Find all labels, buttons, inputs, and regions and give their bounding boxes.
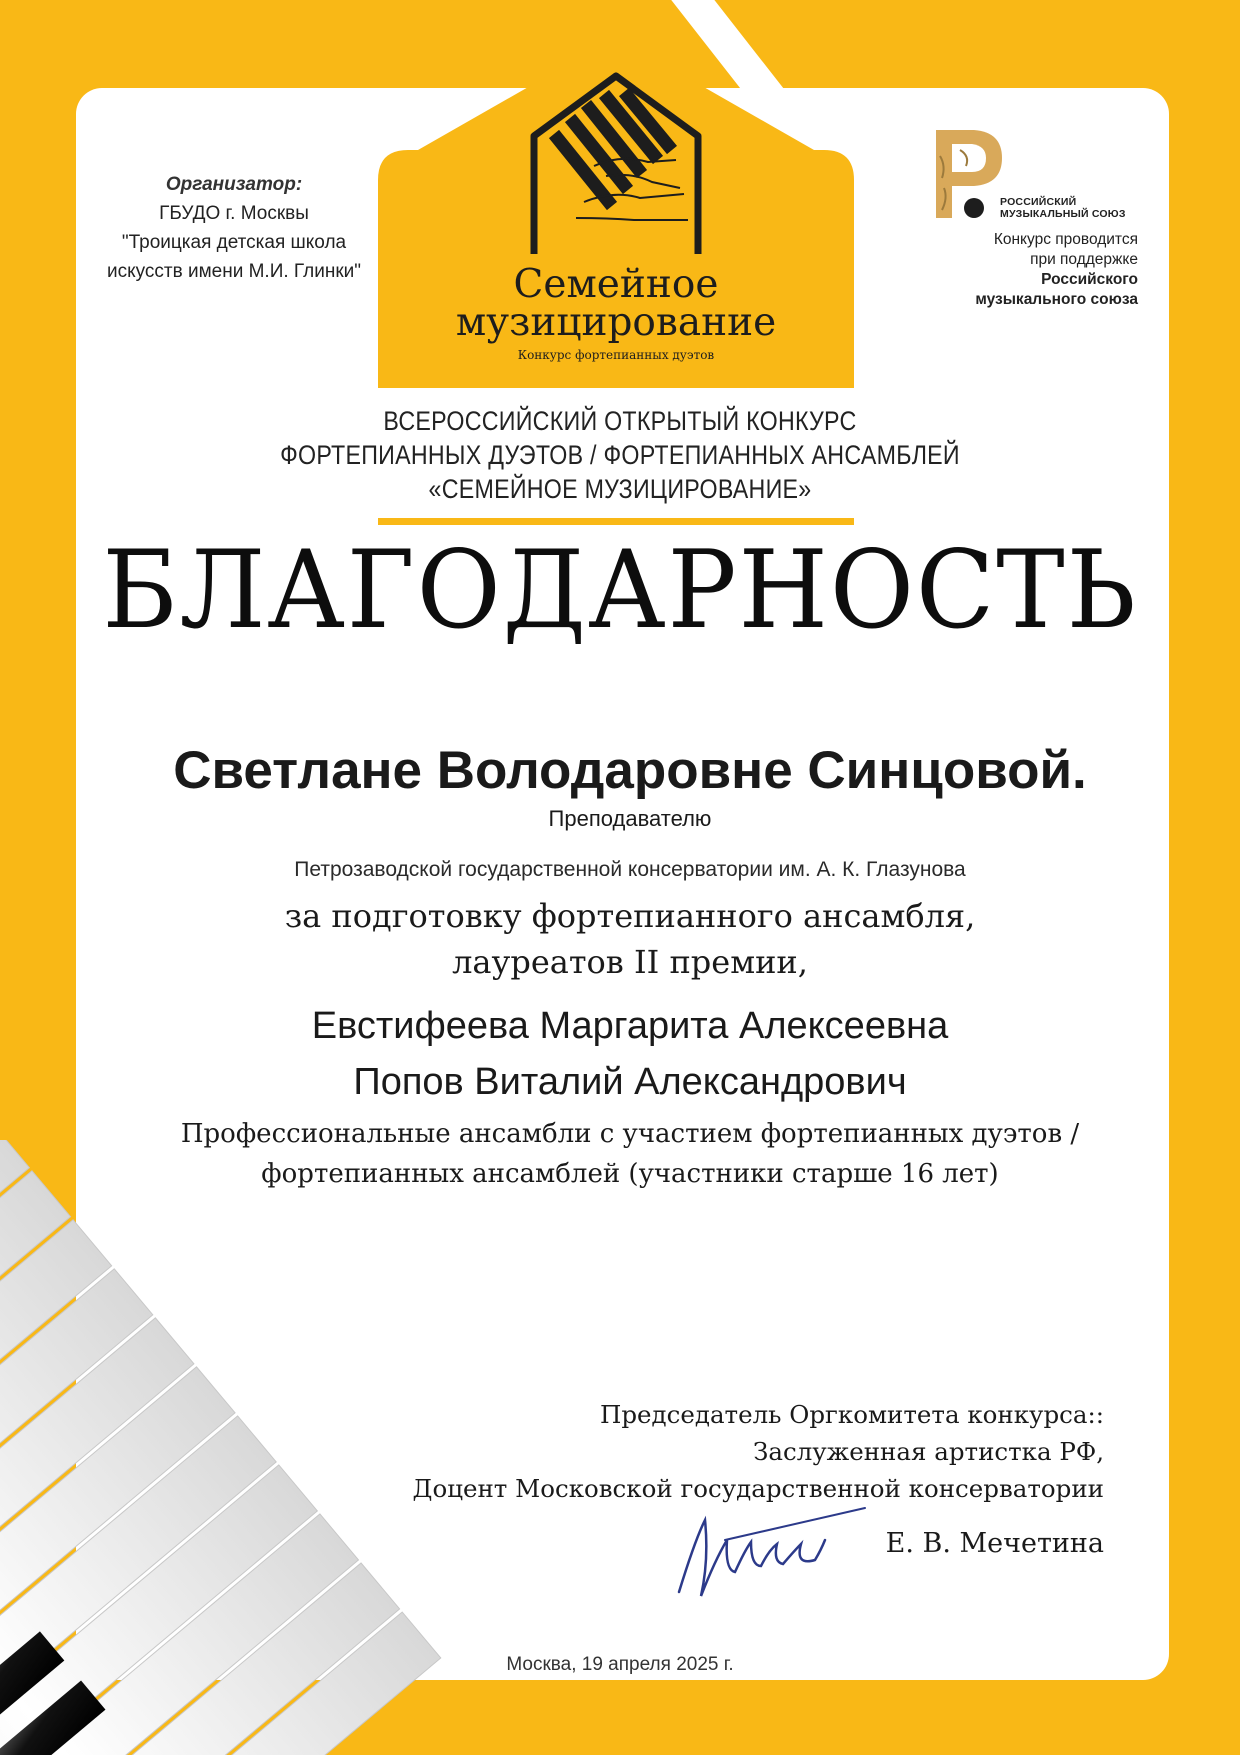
sponsor-line4: музыкального союза	[975, 291, 1138, 308]
chair-name: Е. В. Мечетина	[885, 1528, 1104, 1559]
category-line2: фортепианных ансамблей (участники старше 16 лет)	[261, 1159, 999, 1189]
logo-title-line1: Семейное	[513, 262, 719, 307]
laureate-name-1: Евстифеева Маргарита Алексеевна	[311, 1005, 949, 1047]
handwritten-signature	[665, 1500, 875, 1610]
sponsor-line3: Российского	[1041, 271, 1138, 288]
organizer-line2: "Троицкая детская школа	[121, 232, 347, 253]
award-reason	[140, 893, 1120, 985]
recipient-institution: Петрозаводской государственной консерватории им. А. К. Глазунова	[294, 858, 966, 881]
chair-line2: Заслуженная артистка РФ,	[753, 1437, 1104, 1466]
contest-line2: ФОРТЕПИАННЫХ ДУЭТОВ / ФОРТЕПИАННЫХ АНСАМБЛЕЙ	[280, 440, 960, 470]
award-reason-line2: лауреатов II премии,	[452, 943, 808, 981]
logo-title-line2: музицирование	[455, 300, 777, 345]
sponsor-logo-text: РОССИЙСКИЙ МУЗЫКАЛЬНЫЙ СОЮЗ	[1000, 196, 1126, 220]
organizer-label: Организатор:	[165, 174, 303, 195]
sponsor-block	[900, 230, 1138, 310]
contest-line1: ВСЕРОССИЙСКИЙ ОТКРЫТЫЙ КОНКУРС	[383, 406, 857, 436]
laureate-name-2: Попов Виталий Александрович	[353, 1061, 907, 1103]
russian-music-union-logo-icon	[930, 126, 1006, 222]
logo-subtitle: Конкурс фортепианных дуэтов	[517, 348, 715, 362]
recipient-name: Светлане Володаровне Синцовой.	[173, 741, 1087, 800]
logo-title	[378, 262, 854, 345]
piano-hands-logo-icon	[524, 70, 708, 256]
piano-keys-illustration	[0, 1140, 560, 1755]
organizer-line1: ГБУДО г. Москвы	[159, 203, 309, 224]
contest-title	[207, 404, 1033, 506]
certificate-heading: БЛАГОДАРНОСТЬ	[102, 528, 1138, 653]
place-and-date: Москва, 19 апреля 2025 г.	[506, 1654, 734, 1675]
organizer-line3: искусств имени М.И. Глинки"	[106, 261, 362, 282]
accent-divider	[378, 518, 854, 525]
contest-line3: «СЕМЕЙНОЕ МУЗИЦИРОВАНИЕ»	[428, 474, 812, 504]
chair-line3: Доцент Московской государственной консерватории	[412, 1474, 1104, 1503]
award-reason-line1: за подготовку фортепианного ансамбля,	[284, 897, 976, 935]
sponsor-line1: Конкурс проводится	[993, 231, 1138, 248]
sponsor-line2: при поддержке	[1030, 251, 1138, 268]
organizer-block	[84, 170, 384, 286]
recipient-role: Преподавателю	[548, 806, 712, 831]
chair-line1: Председатель Оргкомитета конкурса::	[600, 1400, 1104, 1429]
category-line1: Профессиональные ансамбли с участием фортепианных дуэтов /	[180, 1119, 1080, 1149]
laureate-names	[140, 998, 1120, 1110]
